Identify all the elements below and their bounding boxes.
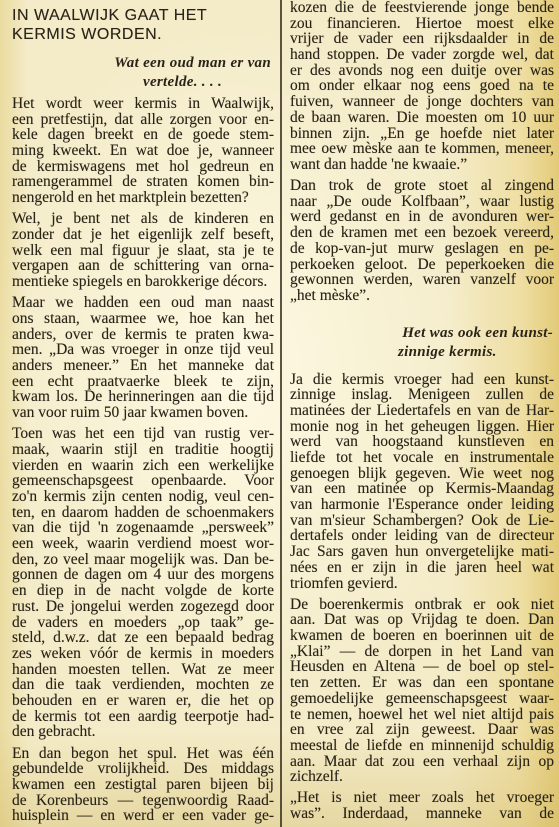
text-line: „Het is niet meer zoals het vroeger xyxy=(290,789,554,807)
paragraph xyxy=(290,178,554,304)
text-line: dan die taak verdienden, mochten ze xyxy=(12,676,274,694)
text-line: „het mèske”. xyxy=(290,286,371,304)
text-line: perkoeken geloot. De peperkoeken die xyxy=(290,255,554,273)
text-line: aan. Maar dat zou een verhaal zijn op xyxy=(290,752,554,770)
text-line: van voor ruim 50 jaar kwamen boven. xyxy=(12,404,249,422)
text-line: vergapen aan de schittering van orna- xyxy=(12,257,274,275)
subtitle-line: vertelde. . . . xyxy=(143,74,223,90)
text-line: mentieke spiegels en barokkerige décors. xyxy=(12,273,268,291)
text-line: behouden en er waren er, die het op xyxy=(12,691,274,709)
text-line: „Klai” — de dorpen in het Land van xyxy=(290,642,554,660)
text-line: meestal de liefde en minnenijd schuldig xyxy=(290,736,554,754)
left-column xyxy=(12,0,274,824)
paragraph xyxy=(12,96,274,206)
text-line: De boerenkermis ontbrak er ook niet xyxy=(290,595,554,613)
text-line: de kermiswagens met hol gedreun en xyxy=(12,157,274,175)
text-line: hand stoppen. De vader zorgde wel, dat xyxy=(290,46,554,64)
subheading-line: Het was ook een kunst- xyxy=(402,324,553,341)
text-line: zichzelf. xyxy=(290,768,343,786)
text-line: te nemen, hoewel het wel niet altijd pais xyxy=(290,705,554,723)
text-line: maak, waarin stijl en traditie hoogtij xyxy=(12,440,274,458)
paragraph xyxy=(12,211,274,289)
column-divider xyxy=(280,0,282,827)
text-line: genoegen blijk gegeven. Wie weet nog xyxy=(290,464,554,482)
text-line: zo'n kermis zijn centen nodig, veul cen- xyxy=(12,488,274,505)
paragraph xyxy=(290,790,554,821)
section-subheading xyxy=(290,324,554,362)
text-line: de kop-van-jut murw geslagen en pe- xyxy=(290,239,554,257)
title-line: KERMIS WORDEN. xyxy=(12,26,163,43)
text-line: zes weken vóór de kermis in moeders xyxy=(12,644,274,662)
text-line: Maar we hadden een oud man naast xyxy=(12,294,274,312)
text-line: aan. Dat was op Vrijdag te doen. Dan xyxy=(290,611,554,629)
text-line: Ja die kermis vroeger had een kunst- xyxy=(290,370,554,388)
text-line: Het wordt weer kermis in Waalwijk, xyxy=(12,95,274,112)
text-line: zinnige inslag. Menigeen zullen de xyxy=(290,386,554,404)
text-line: huisplein — en werd er een vader ge- xyxy=(12,807,274,825)
text-line: matinées der Liedertafels en van de Har- xyxy=(290,401,554,419)
text-line: gebundelde vrolijkheid. Des middags xyxy=(12,760,274,778)
text-line: er des avonds nog een duitje over was xyxy=(290,61,554,79)
text-line: nées en er zijn in die jaren heel wat xyxy=(290,558,554,576)
text-line: naar „De oude Kolfbaan”, waar lustig xyxy=(290,192,554,210)
text-line: Toen was het een tijd van rustig ver- xyxy=(12,425,274,443)
text-line: kozen die de feestvierende jonge bende xyxy=(290,0,554,16)
article-body xyxy=(290,372,554,822)
text-line: men. „Da was vroeger in onze tijd veul xyxy=(12,341,274,359)
article-title xyxy=(12,6,274,44)
text-line: kwamen een zestigtal paren bijeen bij xyxy=(12,775,274,793)
text-line: om onder elkaar nog eens goed na te xyxy=(290,77,554,95)
text-line: gonnen de dagen om 4 uur des morgens xyxy=(12,566,274,584)
subheading-line: zinnige kermis. xyxy=(398,343,497,360)
text-line: den gebracht. xyxy=(12,723,96,741)
text-line: Heusden en Altena — de boel op stel- xyxy=(290,658,554,676)
text-line: van een matinée op Kermis-Maandag xyxy=(290,480,554,498)
text-line: monie nog in het geheugen liggen. Hier xyxy=(290,417,554,435)
article-subtitle xyxy=(12,54,274,92)
paragraph xyxy=(12,295,274,421)
text-line: anders meneer.” En het manneke dat xyxy=(12,357,274,374)
text-line: handen moesten tellen. Wat ze meer xyxy=(12,660,274,678)
text-line: kele dagen breekt en de goede stem- xyxy=(12,126,274,144)
text-line: mee oew mèske aan te kommen, meneer, xyxy=(290,140,554,158)
text-line: fuiven, wanneer de jonge dochters van xyxy=(290,93,554,111)
text-line: Wel, je bent net als de kinderen en xyxy=(12,210,274,228)
text-line: was”. Inderdaad, manneke van de xyxy=(290,805,554,823)
paragraph xyxy=(12,746,274,824)
paragraph xyxy=(290,597,554,785)
text-line: van harmonie l'Esperance onder leiding xyxy=(290,496,554,514)
paragraph xyxy=(12,426,274,740)
subtitle-line: Wat een oud man er van xyxy=(114,55,271,71)
text-line: zou financieren. Hiertoe moest elke xyxy=(290,14,554,32)
text-line: van m'sieur Schambergen? Ook de Lie- xyxy=(290,511,554,529)
text-line: ten zetten. Er was dan een spontane xyxy=(290,674,554,692)
text-line: een pretfestijn, dat alle zorgen voor en- xyxy=(12,110,274,128)
text-line: de Korenbeurs — tegenwoordig Raad- xyxy=(12,791,274,809)
text-line: vrijer de vader een rijksdaalder in de xyxy=(290,30,554,48)
article-body xyxy=(290,0,554,304)
text-line: binnen zijn. „En ge hoefde niet later xyxy=(290,124,554,142)
text-line: den, zo veel maar mogelijk was. Dan be- xyxy=(12,550,274,568)
text-line: rust. De jongelui werden zogezegd door xyxy=(12,597,274,615)
text-line: gewonnen werden, waren vanzelf voor xyxy=(290,271,554,289)
text-line: werd van hoogstaand kunstleven en xyxy=(290,433,554,451)
text-line: triomfen gevierd. xyxy=(290,574,398,592)
text-line: steld, d.w.z. dat ze een bepaald bedrag xyxy=(12,629,274,647)
text-line: werd gedanst en in de avonduren wer- xyxy=(290,208,554,226)
text-line: en diep in de nacht volgde de korte xyxy=(12,582,274,600)
title-line: IN WAALWIJK GAAT HET xyxy=(12,7,208,24)
paragraph xyxy=(290,0,554,173)
text-line: de baan waren. Die moesten om 10 uur xyxy=(290,108,554,126)
text-line: en vree zal zijn geweest. Daar was xyxy=(290,721,554,739)
text-line: ten, en daarom hadden de schoenmakers xyxy=(12,503,274,521)
text-line: anders, over de kermis te praten kwa- xyxy=(12,325,274,343)
text-line: gemeenschapsgeest openbaarde. Voor xyxy=(12,472,274,490)
text-line: want dan hadde 'ne kwaaie.” xyxy=(290,155,468,173)
text-line: Dan trok de grote stoet al zingend xyxy=(290,177,554,195)
text-line: liefde tot het vocale en instrumentale xyxy=(290,449,554,466)
text-line: den de kramen met een bezoek vereerd, xyxy=(290,224,554,242)
right-column xyxy=(290,0,554,822)
article-body xyxy=(12,96,274,824)
text-line: ramengerammel de straten komen bin- xyxy=(12,173,274,191)
text-line: welk een mal figuur je slaat, sta je te xyxy=(12,241,274,259)
text-line: de vaders en moeders „op taak” ge- xyxy=(12,613,274,631)
text-line: van die tijd 'n zogenaamde „persweek” xyxy=(12,519,274,537)
text-line: kwam los. De herinneringen aan die tijd xyxy=(12,388,274,406)
text-line: ming kweekt. En wat doe je, wanneer xyxy=(12,142,274,160)
text-line: Jac Sars gaven hun onvergetelijke mati- xyxy=(290,543,554,561)
text-line: de kermis tot een aardig teerpotje had- xyxy=(12,707,274,725)
paragraph xyxy=(290,372,554,592)
text-line: ons staan, waarmee we, hoe kan het xyxy=(12,309,274,327)
text-line: vierden en waarin zich een werkelijke xyxy=(12,456,274,474)
text-line: een echt praatvaerke bleek te zijn, xyxy=(12,372,274,390)
text-line: gemoedelijke gemeenschapsgeest waar- xyxy=(290,689,554,707)
text-line: dertafels onder leiding van de directeur xyxy=(290,527,554,545)
text-line: nengerold en het marktplein bezetten? xyxy=(12,189,249,207)
text-line: kwamen de boeren en boerinnen uit de xyxy=(290,627,554,645)
text-line: En dan begon het spul. Het was één xyxy=(12,744,274,762)
text-line: zonder dat je het eigenlijk zelf beseft, xyxy=(12,226,274,243)
text-line: een week, waarin verdiend moest wor- xyxy=(12,535,274,553)
